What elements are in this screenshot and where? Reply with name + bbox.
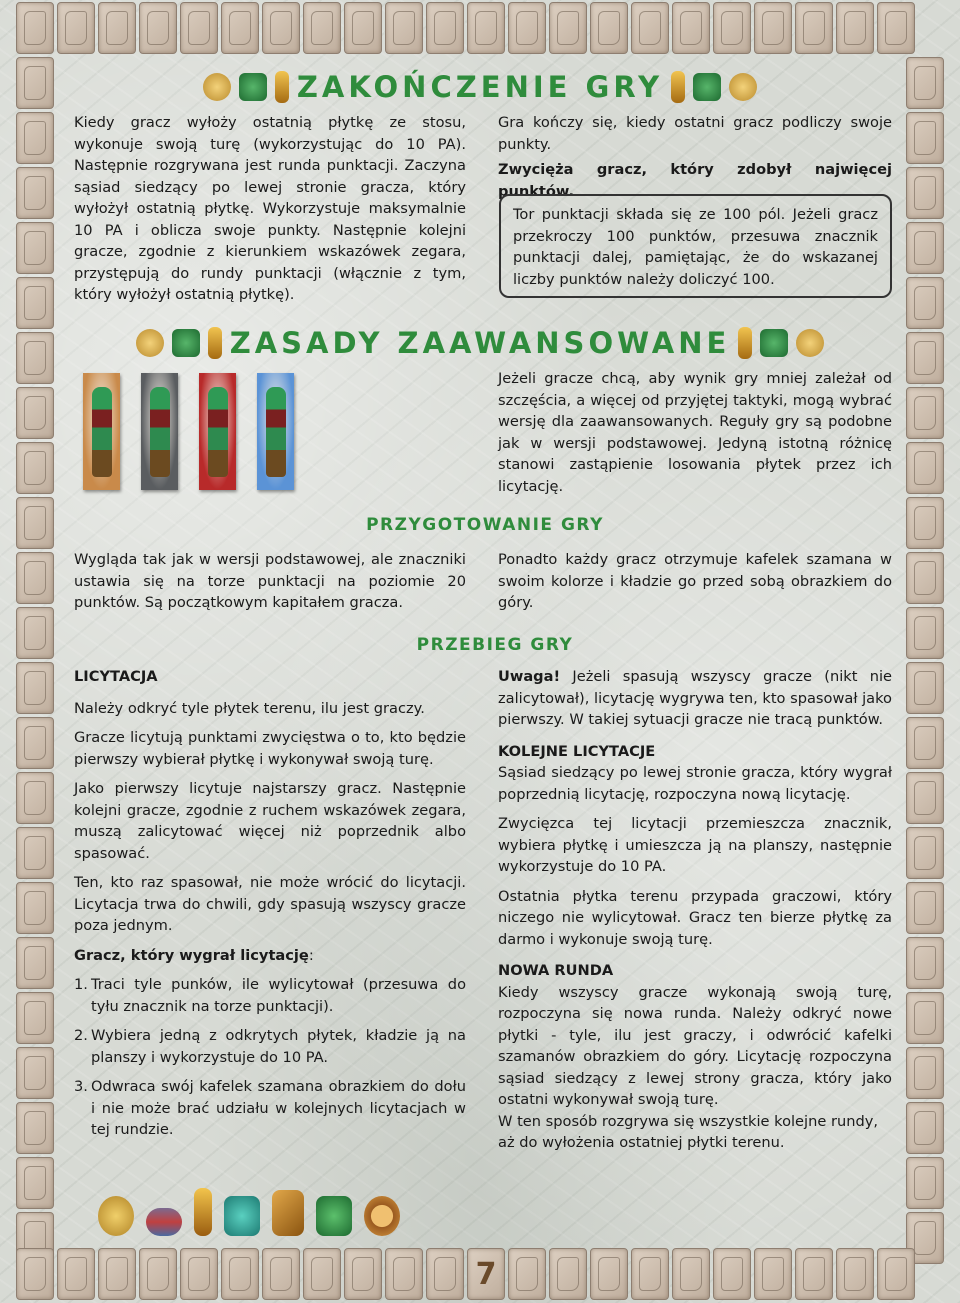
- setup-title: PRZYGOTOWANIE GRY: [366, 515, 604, 535]
- bidding-right-column: [498, 666, 892, 1162]
- glyph-tile: [906, 662, 944, 714]
- glyph-tile: [836, 1248, 874, 1300]
- glyph-tile: [16, 772, 54, 824]
- page-number: 7: [467, 1248, 505, 1300]
- glyph-tile: [508, 1248, 546, 1300]
- turquoise-beads-icon: [224, 1196, 260, 1236]
- glyph-tile: [906, 552, 944, 604]
- note-label: Uwaga!: [498, 668, 561, 685]
- glyph-tile: [590, 1248, 628, 1300]
- glyph-tile: [16, 1248, 54, 1300]
- shaman-tile-blue: [257, 373, 294, 490]
- glyph-tile: [98, 1248, 136, 1300]
- bidding-paragraph: Jako pierwszy licytuje najstarszy gracz. Następnie kolejni gracze, zgodnie z ruchem wskazówek zegara, muszą zalicytować więcej niż poprzednik albo spasować.: [74, 780, 466, 862]
- glyph-tile: [906, 1157, 944, 1209]
- section-title-text: ZAKOŃCZENIE GRY: [296, 70, 664, 104]
- glyph-tile: [877, 1248, 915, 1300]
- next-bidding-paragraph: Ostatnia płytka terenu przypada graczowi, który niczego nie wylicytował. Gracz ten bierze płytkę za darmo i wykonuje swoją turę.: [498, 887, 892, 948]
- gold-figurine-icon: [671, 71, 685, 103]
- glyph-tile: [385, 2, 423, 54]
- winner-step: [74, 1076, 466, 1141]
- section-title-advanced: [0, 326, 960, 360]
- glyph-tile: [906, 882, 944, 934]
- glyph-tile: [180, 2, 218, 54]
- glyph-tile: [906, 112, 944, 164]
- gold-ornament-icon: [136, 329, 164, 357]
- bidding-paragraph: Należy odkryć tyle płytek terenu, ilu jest graczy.: [74, 699, 425, 717]
- bottom-glyph-border: [16, 1248, 915, 1300]
- glyph-tile: [139, 1248, 177, 1300]
- winner-steps-list: [74, 974, 466, 1141]
- glyph-tile: [16, 1157, 54, 1209]
- glyph-tile: [98, 2, 136, 54]
- glyph-tile: [906, 442, 944, 494]
- step-text: Odwraca swój kafelek szamana obrazkiem do dołu i nie może brać udziału w kolejnych licytacjach w tej rundzie.: [91, 1078, 466, 1138]
- glyph-tile: [795, 2, 833, 54]
- glyph-tile: [631, 2, 669, 54]
- glyph-tile: [221, 1248, 259, 1300]
- glyph-tile: [795, 1248, 833, 1300]
- bracelet-icon: [146, 1208, 182, 1236]
- next-bidding-heading: KOLEJNE LICYTACJE: [498, 742, 656, 760]
- glyph-tile: [906, 937, 944, 989]
- gold-figurine-icon: [208, 327, 222, 359]
- jade-mask-icon: [316, 1196, 352, 1236]
- glyph-tile: [590, 2, 628, 54]
- glyph-tile: [262, 2, 300, 54]
- glyph-tile: [16, 442, 54, 494]
- top-glyph-border: [16, 2, 915, 54]
- scoring-track-note: Tor punktacji składa się ze 100 pól. Jeżeli gracz przekroczy 100 punktów, przesuwa znacznik punktacji dalej, pamiętając, że do wskazanej liczby punktów należy doliczyć 100.: [513, 206, 878, 288]
- gold-figurine-icon: [738, 327, 752, 359]
- shaman-figure-icon: [266, 387, 286, 477]
- glyph-tile: [754, 1248, 792, 1300]
- glyph-tile: [906, 772, 944, 824]
- note-text: Jeżeli spasują wszyscy gracze (nikt nie zalicytował), licytację wygrywa ten, kto spasował jako pierwszy. W takiej sytuacji gracze nie tracą punktów.: [498, 668, 892, 728]
- shaman-tile-black: [141, 373, 178, 490]
- section-title-end: [0, 70, 960, 104]
- new-round-paragraph: Kiedy wszyscy gracze wykonają swoją turę, rozpoczyna się nowa runda. Należy odkryć nowe płytki - tyle, ilu jest graczy, i odwrócić kafelki szamanów obrazkiem do góry. Licytację rozpoczyna sąsiad siedzący z lewej strony gracza, który jako ostatni wykonywał swoją turę.: [498, 983, 892, 1108]
- glyph-tile: [139, 2, 177, 54]
- glyph-tile: [906, 387, 944, 439]
- gameplay-title: PRZEBIEG GRY: [416, 635, 574, 655]
- end-paragraph: Kiedy gracz wyłoży ostatnią płytkę ze stosu, wykonuje swoją turę (wykorzystując do 10 PA). Następnie rozgrywana jest runda punktacji. Zaczyna sąsiad siedzący po lewej stronie gracza, który wyłożył ostatnią płytkę. Wykorzystuje maksymalnie 10 PA i oblicza swoje punkty. Następnie kolejni gracze, zgodnie z kierunkiem wskazówek zegara, przystępują do rundy punktacji (włącznie z tym, który wyłożył ostatnią płytkę).: [74, 114, 466, 303]
- step-number: 1.: [74, 976, 88, 993]
- bidding-paragraph: Gracze licytują punktami zwycięstwa o to, kto będzie pierwszy wybierał płytkę i wykonywał swoją turę.: [74, 729, 466, 768]
- glyph-tile: [385, 1248, 423, 1300]
- next-bidding-paragraph: Sąsiad siedzący po lewej stronie gracza, który wygrał poprzednią licytację, rozpoczyna nową licytację.: [498, 764, 892, 803]
- glyph-tile: [713, 2, 751, 54]
- glyph-tile: [16, 167, 54, 219]
- glyph-tile: [713, 1248, 751, 1300]
- glyph-tile: [672, 2, 710, 54]
- glyph-tile: [906, 277, 944, 329]
- glyph-tile: [426, 2, 464, 54]
- glyph-tile: [631, 1248, 669, 1300]
- glyph-tile: [16, 992, 54, 1044]
- winner-step: [74, 974, 466, 1017]
- advanced-intro: [498, 368, 892, 505]
- glyph-tile: [16, 1047, 54, 1099]
- glyph-tile: [906, 167, 944, 219]
- glyph-tile: [906, 992, 944, 1044]
- winner-step: [74, 1025, 466, 1068]
- glyph-tile: [57, 2, 95, 54]
- glyph-tile: [906, 222, 944, 274]
- glyph-tile: [16, 112, 54, 164]
- right-glyph-border: [906, 57, 944, 1264]
- gold-figurine-icon: [275, 71, 289, 103]
- winner-heading-colon: :: [308, 946, 314, 964]
- glyph-tile: [906, 1047, 944, 1099]
- new-round-heading: NOWA RUNDA: [498, 962, 614, 979]
- glyph-tile: [180, 1248, 218, 1300]
- bidding-paragraph: Ten, kto raz spasował, nie może wrócić do licytacji. Licytacja trwa do chwili, gdy spasują wszyscy gracze poza jednym.: [74, 874, 466, 934]
- glyph-tile: [344, 2, 382, 54]
- scoring-track-note-box: [499, 194, 892, 298]
- glyph-tile: [16, 1102, 54, 1154]
- section-title-text: ZASADY ZAAWANSOWANE: [229, 326, 731, 360]
- step-text: Traci tyle punków, ile wylicytował (przesuwa do tyłu znacznik na torze punktacji).: [91, 976, 466, 1015]
- glyph-tile: [906, 717, 944, 769]
- glyph-tile: [508, 2, 546, 54]
- end-left-column: [74, 112, 466, 314]
- treasure-items-illustration: [98, 1188, 400, 1236]
- glyph-tile: [467, 2, 505, 54]
- glyph-tile: [16, 827, 54, 879]
- jade-mask-icon: [760, 329, 788, 357]
- advanced-intro-text: Jeżeli gracze chcą, aby wynik gry mniej zależał od szczęścia, a więcej od przyjętej taktyki, mogą wybrać wersję dla zaawansowanych. Reguły gry są podobne jak w wersji podstawowej. Jedyną istotną różnicę stanowi zastąpienie losowania płytek przez ich licytację.: [498, 370, 892, 495]
- glyph-tile: [877, 2, 915, 54]
- glyph-tile: [16, 2, 54, 54]
- shaman-tile-red: [199, 373, 236, 490]
- glyph-tile: [221, 2, 259, 54]
- setup-left-text: Wygląda tak jak w wersji podstawowej, ale znaczniki ustawia się na torze punktacji na poziomie 20 punktów. Są początkowym kapitałem gracza.: [74, 551, 466, 611]
- winner-heading: Gracz, który wygrał licytację: [74, 946, 309, 964]
- shaman-figure-icon: [208, 387, 228, 477]
- jade-mask-icon: [172, 329, 200, 357]
- jade-mask-icon: [693, 73, 721, 101]
- glyph-tile: [16, 222, 54, 274]
- bidding-column: [74, 666, 466, 1149]
- glyph-tile: [16, 662, 54, 714]
- step-number: 2.: [74, 1027, 88, 1044]
- glyph-tile: [344, 1248, 382, 1300]
- glyph-tile: [754, 2, 792, 54]
- glyph-tile: [906, 1102, 944, 1154]
- step-text: Wybiera jedną z odkrytych płytek, kładzie ją na planszy i wykorzystuje do 10 PA.: [91, 1027, 466, 1066]
- setup-right: [498, 549, 892, 622]
- new-round-paragraph: W ten sposób rozgrywa się wszystkie kolejne rundy, aż do wyłożenia ostatniej płytki terenu.: [498, 1112, 878, 1151]
- setup-right-text: Ponadto każdy gracz otrzymuje kafelek szamana w swoim kolorze i kładzie go przed sobą obrazkiem do góry.: [498, 551, 892, 611]
- winner-statement: Zwycięża gracz, który zdobył najwięcej punktów.: [498, 161, 892, 200]
- glyph-tile: [303, 1248, 341, 1300]
- gold-ornament-icon: [203, 73, 231, 101]
- end-paragraph: Gra kończy się, kiedy ostatni gracz podliczy swoje punkty.: [498, 114, 892, 153]
- jade-mask-icon: [239, 73, 267, 101]
- bidding-heading: LICYTACJA: [74, 668, 158, 685]
- setup-left: [74, 549, 466, 622]
- glyph-tile: [16, 937, 54, 989]
- shaman-figure-icon: [92, 387, 112, 477]
- next-bidding-paragraph: Zwycięzca tej licytacji przemieszcza znacznik, wybiera płytkę i umieszcza ją na planszy, następnie wykorzystuje do 10 PA.: [498, 815, 892, 875]
- glyph-tile: [672, 1248, 710, 1300]
- glyph-tile: [16, 277, 54, 329]
- sun-mask-icon: [364, 1196, 400, 1236]
- gold-ornament-icon: [729, 73, 757, 101]
- gold-ornament-icon: [796, 329, 824, 357]
- gold-skull-ornament-icon: [98, 1196, 134, 1236]
- gold-figurine-icon: [194, 1188, 212, 1236]
- left-glyph-border: [16, 57, 54, 1264]
- shaman-tile-orange: [83, 373, 120, 490]
- glyph-tile: [549, 1248, 587, 1300]
- glyph-tile: [16, 552, 54, 604]
- glyph-tile: [906, 827, 944, 879]
- step-number: 3.: [74, 1078, 88, 1095]
- shaman-figure-icon: [150, 387, 170, 477]
- glyph-tile: [57, 1248, 95, 1300]
- glyph-tile: [262, 1248, 300, 1300]
- glyph-tile: [16, 387, 54, 439]
- glyph-tile: [549, 2, 587, 54]
- glyph-tile: [16, 717, 54, 769]
- glyph-tile: [303, 2, 341, 54]
- glyph-tile: [836, 2, 874, 54]
- codex-book-icon: [272, 1190, 304, 1236]
- glyph-tile: [16, 882, 54, 934]
- glyph-tile: [426, 1248, 464, 1300]
